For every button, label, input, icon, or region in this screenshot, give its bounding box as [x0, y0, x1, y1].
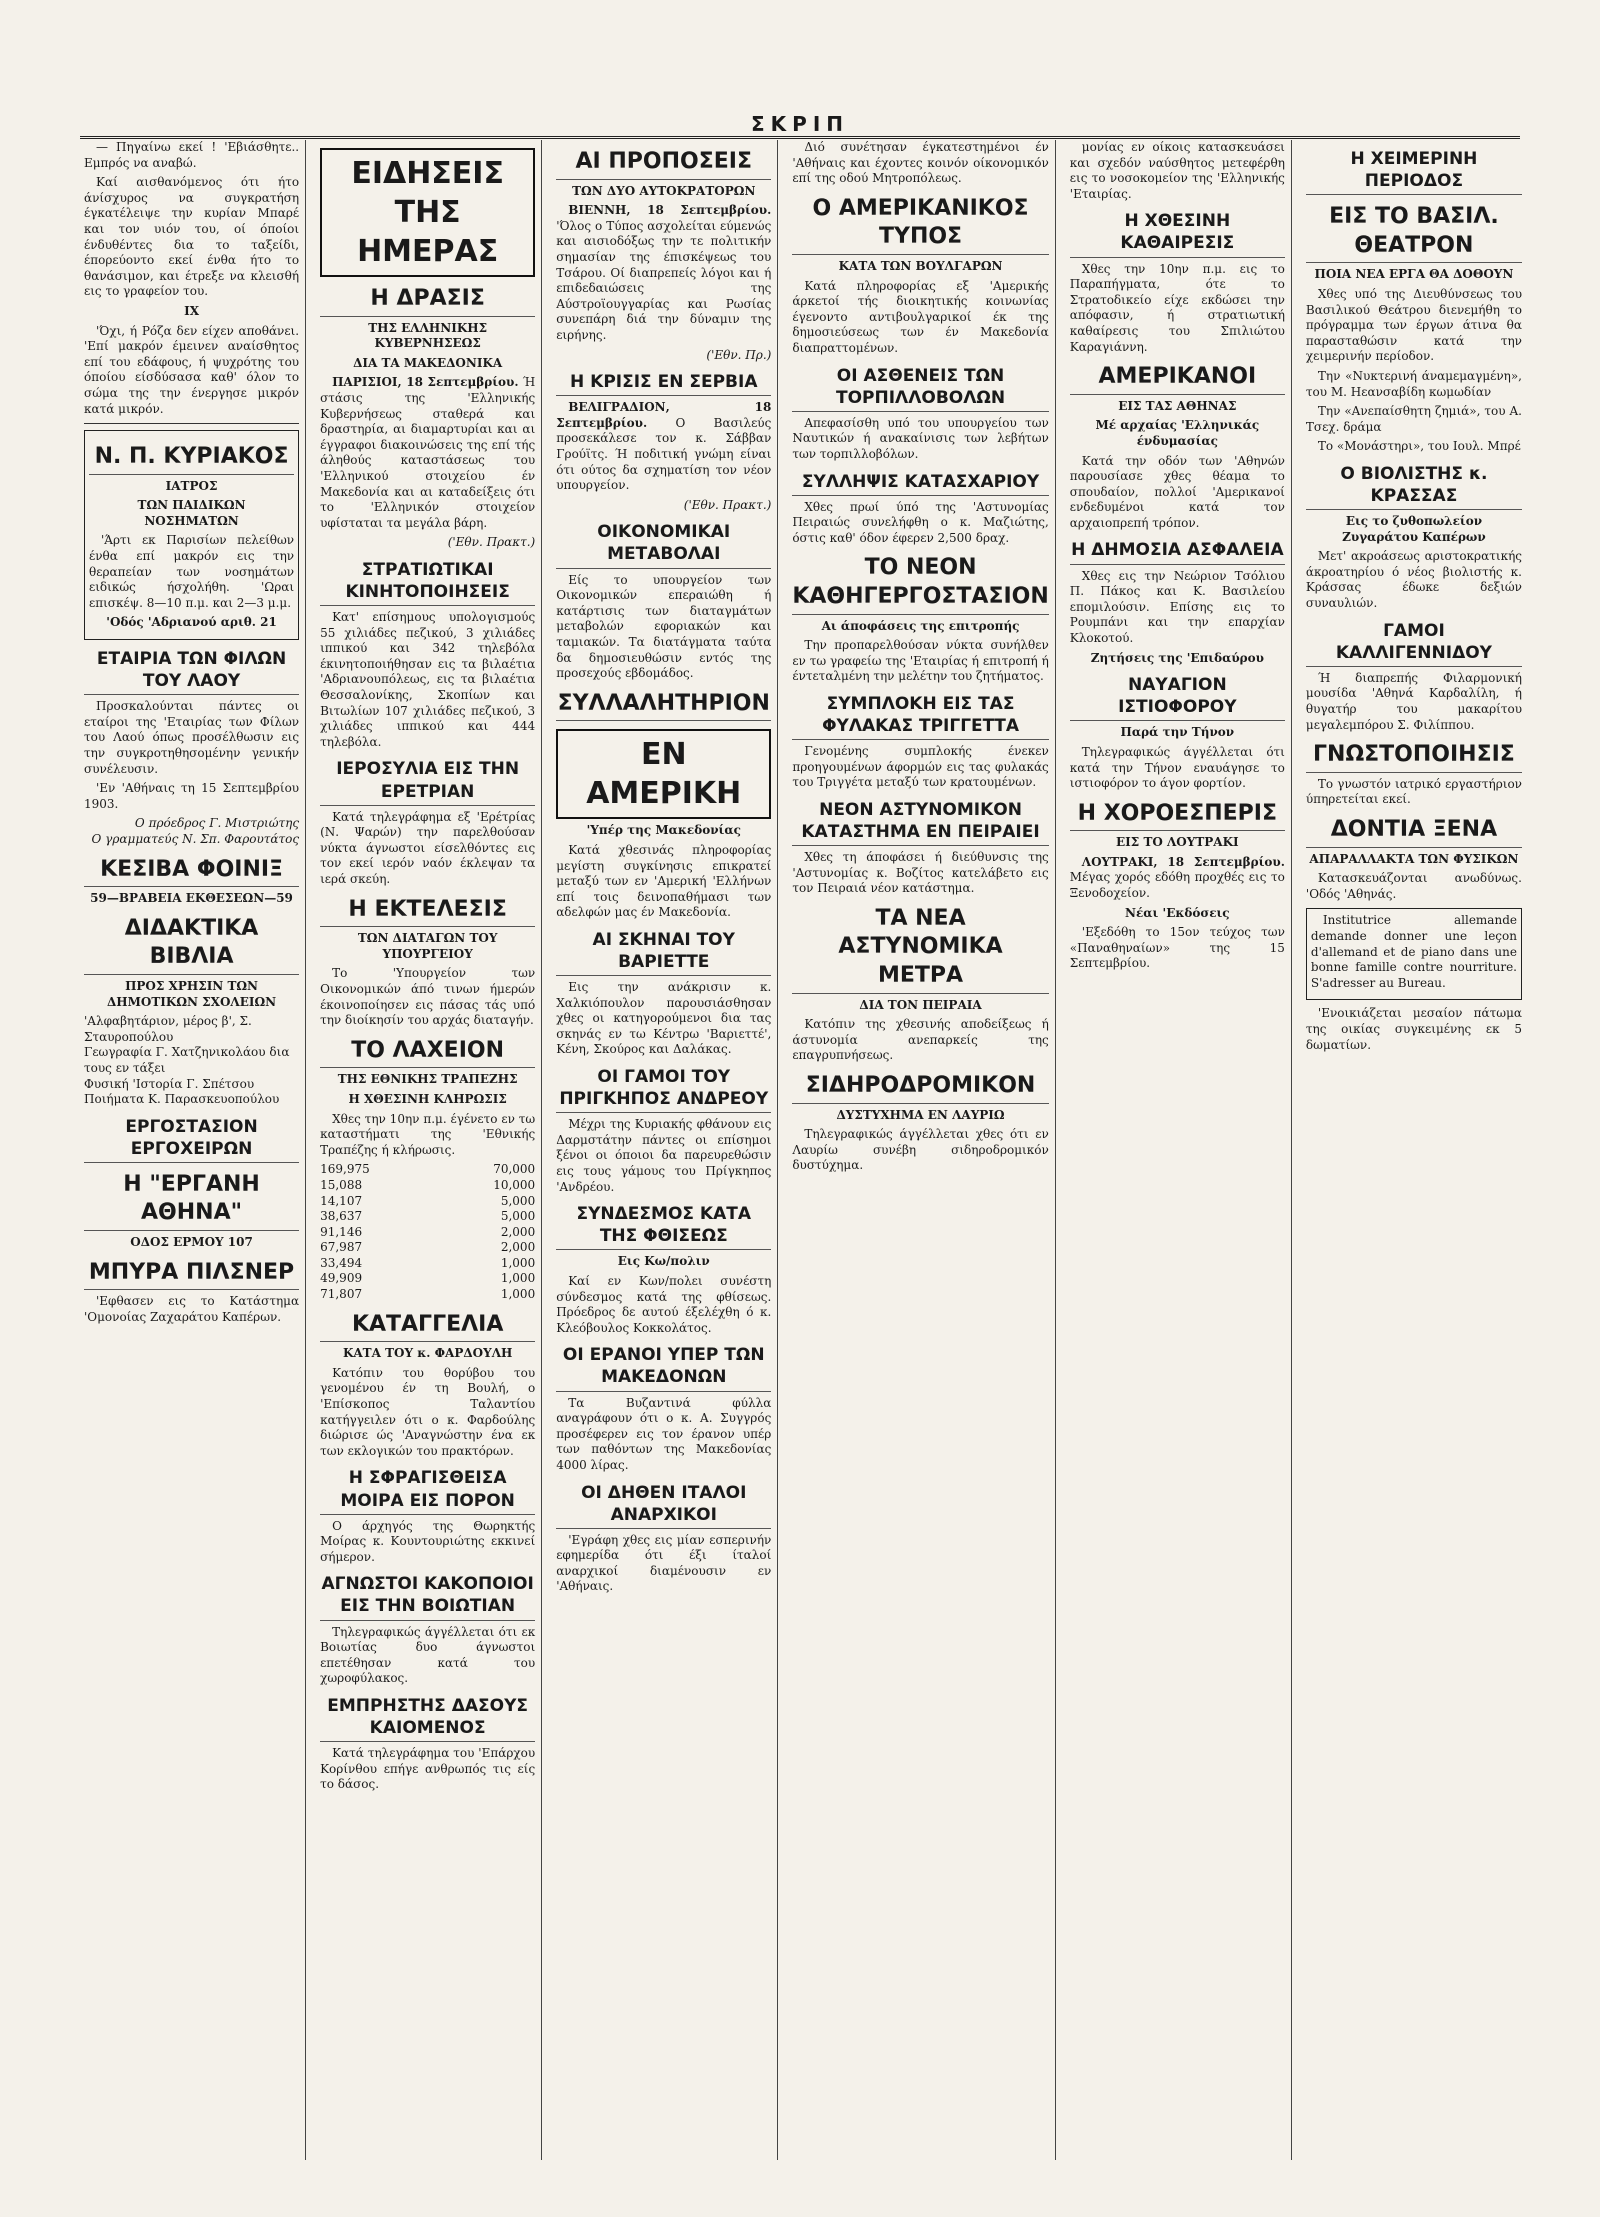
article-text: Την προπαρελθούσαν νύκτα συνήλθεν εν τω γραφείω της 'Εταιρίας ή επιτροπή ή έντεταλμένη την μελέτην του ζητήματος. [792, 638, 1049, 684]
workshop-address: ΟΔΟΣ ΕΡΜΟΥ 107 [130, 1235, 253, 1250]
article-text: Κατόπιν της χθεσινής αποδείξεως ή άστυνομία ανεπαρκείς της επαγρυπνήσεως. [792, 1017, 1049, 1063]
article-text: Καί εν Κων/πολει συνέστη σύνδεσμος κατά της φθίσεως. Πρόεδρος δε αυτού έξελέχθη ό κ. Κλεόβουλος Κοκκολάτος. [556, 1273, 772, 1335]
headline-lottery: ΤΟ ΛΑΧΕΙΟΝ [320, 1037, 535, 1069]
headline-shipwreck: ΝΑΥΑΓΙΟΝ ΙΣΤΙΟΦΟΡΟΥ [1070, 674, 1285, 721]
headline-public-safety: Η ΔΗΜΟΣΙΑ ΑΣΦΑΛΕΙΑ [1070, 539, 1285, 564]
article-text: 'Όλος ο Τύπος ασχολείται εύμενώς και αισιοδόξως την τε πολιτικήν σημασίαν της έπισκέψεως του Τσάρου. Οί διαπρεπείς λόγοι και ή επιδεδαιώσεις της Αύστροϊουγγαρίας και Ρωσίας συνεπάρη διά την δύναμιν της ειρήνης. [556, 218, 772, 342]
headline-tuberculosis-sub: Εις Κω/πολιν [617, 1254, 710, 1269]
lottery-number: 91,146 [320, 1224, 363, 1239]
society-president: Ο πρόεδρος Γ. Μιστριώτης [134, 816, 300, 831]
headline-ball: Η ΧΟΡΟΕΣΠΕΡΙΣ [1070, 800, 1285, 832]
headline-complaint-sub: ΚΑΤΑ ΤΟΥ κ. ΦΑΡΔΟΥΛΗ [342, 1346, 513, 1361]
headline-winter-sub: ΕΙΣ ΤΟ ΒΑΣΙΛ. ΘΕΑΤΡΟΝ [1306, 203, 1522, 263]
serial-story: Καί αισθανόμενος ότι ήτο άνίσχυρος να συγκρατήση έγκατέλειψε την κυρίαν Μπαρέ και τον υιόν του, οί όποίοι ένδυθέντες δια το ταξείδι, έπορεύοντο εκεί ένθα ήτο το θανάσιμον, και έτρεξε να κλεισθή εις το γραφείον του. [84, 175, 300, 299]
article-text: Κατά τηλεγράφημα εξ 'Ερέτρίας (Ν. Ψαρών) την παρελθούσαν νύκτα άγνωστοι είσελθόντες εις τον εκεί ιερόν ναόν έκλεψαν τα ιερά σκεύη. [320, 809, 536, 886]
play-item: Την «Νυκτερινή άναμεμαγμένη», του Μ. Ηεανσαβίδη κωμωδίαν [1305, 368, 1522, 399]
article-text: μονίας εν οίκοις κατασκευάσει και σχεδόν ναύσθητος μετεφέρθη εις το νοσοκομείον της 'Ελληνικής 'Εταιρίας. [1069, 140, 1285, 201]
headline-factory-sub: Αι άποφάσεις της επιτροπής [821, 618, 1020, 633]
headline-rally: ΣΥΛΛΑΛΗΤΗΡΙΟΝ [556, 690, 771, 722]
lottery-prize: 10,000 [493, 1177, 536, 1192]
article-text: Τηλεγραφικώς άγγέλλεται ότι κατά την Τήνον εναυάγησε το ιστιοφόρον το άγον φορτίον. [1069, 744, 1285, 791]
french-notice-text: Institutrice allemande demande donner une leçon d'allemand et de piano dans une bonne famille contre nourriture. S'adresser au Bureau. [1310, 913, 1517, 990]
lottery-row [320, 1287, 535, 1303]
lottery-row [320, 1256, 535, 1272]
headline-teeth-sub: ΑΠΑΡΑΛΛΑΚΤΑ ΤΩΝ ΦΥΣΙΚΩΝ [1309, 851, 1519, 866]
headline-rally-sub2: 'Υπέρ της Μακεδονίας [586, 823, 741, 838]
headline-winter-sub2: ΠΟΙΑ ΝΕΑ ΕΡΓΑ ΘΑ ΔΟΘΟΥΝ [1314, 267, 1514, 282]
headline-boeotia: ΑΓΝΩΣΤΟΙ ΚΑΚΟΠΟΙΟΙ ΕΙΣ ΤΗΝ ΒΟΙΩΤΙΑΝ [320, 1573, 535, 1620]
headline-american-press-sub: ΚΑΤΑ ΤΩΝ ΒΟΥΛΓΑΡΩΝ [838, 258, 1003, 273]
article-text: Μετ' ακροάσεως αριστοκρατικής άκροατηρίου ό νέος βιολιστής κ. Κράσσας έδωκε δεξιών συναυλιών. [1305, 549, 1522, 611]
headline-economic: ΟΙΚΟΝΟΜΙΚΑΙ ΜΕΤΑΒΟΛΑΙ [556, 521, 771, 568]
headline-americans-sub: ΕΙΣ ΤΑΣ ΑΘΗΝΑΣ [1118, 398, 1237, 413]
lottery-row [320, 1225, 535, 1241]
lottery-row [320, 1162, 535, 1178]
headline-execution: Η ΕΚΤΕΛΕΣΙΣ [320, 896, 535, 928]
lottery-number: 14,107 [320, 1193, 363, 1208]
headline-complaint: ΚΑΤΑΓΓΕΛΙΑ [320, 1311, 535, 1343]
article-text: Μέχρι της Κυριακής φθάνουν εις Δαρμστάτην πάντες οι επίσημοι ξένοι οι όποιοι δα παρευρεθώσιν εις τους γάμους του Πρίγκηπος 'Ανδρέου. [556, 1117, 772, 1194]
beer-title: ΜΠΥΡΑ ΠΙΛΣΝΕΡ [84, 1259, 299, 1291]
column-1 [80, 140, 306, 2160]
article-text: 'Εγράφη χθες εις μίαν εσπερινήν εφημερίδα ότι έξι ίταλοί αναρχικοί διαμένουσιν εν 'Αθήναις. [556, 1532, 772, 1594]
article-text: Τα Βυζαντινά φύλλα αναγράφουν ότι ο κ. Α. Συγγρός προσέφερεν εις τον έρανον υπέρ των παθόντων της Μακεδονίας 4000 λίρας. [556, 1395, 772, 1472]
doctor-specialty: ΤΩΝ ΠΑΙΔΙΚΩΝ ΝΟΣΗΜΑΤΩΝ [137, 498, 246, 528]
society-secretary: Ο γραμματεύς Ν. Σπ. Φαρουτάτος [91, 831, 300, 846]
doctor-title: ΙΑΤΡΟΣ [165, 478, 218, 493]
headline-public-safety-sub: Ζητήσεις της 'Επιδαύρου [1090, 650, 1264, 665]
article-text: Ή διαπρεπής Φιλαρμονική μουσίδα 'Αθηνά Καρδαλίλη, ή θυγατήρ του μακαρίτου μεγαλεμπόρου Σ. Φιλίππου. [1305, 670, 1522, 732]
article-text: Διό συνέτησαν έγκατεστημένοι έν 'Αθήναις και έχοντες κοινόν οίκονομικόν επί της οδού Μητροπόλεως. [792, 140, 1049, 186]
headline-teeth: ΔΟΝΤΙΑ ΞΕΝΑ [1306, 816, 1522, 848]
dateline: ΠΑΡΙΣΙΟΙ, 18 Σεπτεμβρίου. [332, 375, 519, 390]
headline-fundraising: ΟΙ ΕΡΑΝΟΙ ΥΠΕΡ ΤΩΝ ΜΑΚΕΔΟΝΩΝ [556, 1344, 771, 1391]
lottery-number: 33,494 [320, 1255, 363, 1270]
headline-fleet: Η ΣΦΡΑΓΙΣΘΕΙΣΑ ΜΟΙΡΑ ΕΙΣ ΠΟΡΟΝ [320, 1467, 535, 1514]
source: ('Εθν. Πρακτ.) [447, 535, 536, 550]
book-item: Γεωγραφία Γ. Χατζηνικολάου δια τους εν τάξει [84, 1045, 290, 1075]
article-text: Το γνωστόν ιατρικό εργαστήριον ύπηρετείται εκεί. [1305, 776, 1522, 807]
headline-arsonist: ΕΜΠΡΗΣΤΗΣ ΔΑΣΟΥΣ ΚΑΙΟΜΕΝΟΣ [320, 1695, 535, 1742]
serial-intro: — Πηγαίνω εκεί ! 'Εβιάσθητε.. Εμπρός να αναβώ. [84, 140, 300, 170]
article-text: Τηλεγραφικώς άγγέλλεται χθες ότι εν Λαυρίω συνέβη σιδηροδρομικόν δυστύχημα. [792, 1127, 1049, 1173]
lottery-number: 67,987 [320, 1240, 363, 1255]
headline-railway-sub: ΔΥΣΤΥΧΗΜΑ ΕΝ ΛΑΥΡΙΩ [836, 1107, 1005, 1122]
article-text: Κατόπιν του θορύβου του γενομένου έν τη Βουλή, ο 'Επίσκοπος Ταλαντίου κατήγγειλεν ότι ο κ. Φαρδούλης διώρισε ώς 'Αναγνώστην ένα εκ των εκλογικών του πρακτόρων. [320, 1365, 536, 1458]
article-text: Απεφασίσθη υπό του υπουργείου των Ναυτικών ή ανακαίνισις των λεβήτων των τορπιλλοβόλων. [792, 415, 1049, 461]
dateline: ΛΟΥΤΡΑΚΙ, 18 Σεπτεμβρίου. [1081, 854, 1285, 869]
headline-americans-sub2: Μέ αρχαίας 'Ελληνικάς ένδυμασίας [1095, 418, 1260, 448]
society-date: 'Εν 'Αθήναις τη 15 Σεπτεμβρίου 1903. [84, 781, 300, 811]
headline-drasis: Η ΔΡΑΣΙΣ [320, 285, 535, 317]
headline-drasis-sub2: ΔΙΑ ΤΑ ΜΑΚΕΔΟΝΙΚΑ [353, 355, 503, 370]
article-text: Κατά πληροφορίας εξ 'Αμερικής άρκετοί τής διοικητικής κοινωνίας έγενοντο αντιβουλγαρικοί έκ της δημοσιεύσεως των έν Μακεδονία διαπραττομένων. [792, 278, 1049, 355]
article-text: Μέγας χορός εδόθη προχθές εις το Ξενοδοχείον. [1069, 870, 1285, 901]
headline-ball-sub: ΕΙΣ ΤΟ ΛΟΥΤΡΑΚΙ [1116, 835, 1239, 850]
headline-variete: ΑΙ ΣΚΗΝΑΙ ΤΟΥ ΒΑΡΙΕΤΤΕ [556, 929, 771, 976]
books-title: ΔΙΔΑΚΤΙΚΑ ΒΙΒΛΙΑ [84, 915, 299, 975]
headline-winter: Η ΧΕΙΜΕΡΙΝΗ ΠΕΡΙΟΔΟΣ [1306, 148, 1522, 195]
article-text: Κατά χθεσινάς πληροφορίας μεγίστη συγκίνησις επικρατεί μεταξύ των εν 'Αμερική 'Ελλήνων επί τοις δεινοπαθήμασι των αδελφών μας έν Μακεδονία. [556, 842, 772, 920]
article-text: Το 'Υπουργείον των Οικονομικών άπό τινων ήμερών έκοινοποίησεν εις πάσας τάς υπό την διοίκησίν του αρχάς διαταγήν. [320, 966, 536, 1028]
french-notice [1306, 908, 1522, 1000]
article-text: Χθες την 10ην π.μ. έγένετο εν τω καταστήματι της 'Εθνικής Τραπέζης ή κλήρωσις. [320, 1111, 536, 1157]
lottery-prize: 5,000 [500, 1193, 536, 1208]
headline-police-measures-sub: ΔΙΑ ΤΟΝ ΠΕΙΡΑΙΑ [859, 997, 982, 1012]
lottery-number: 38,637 [320, 1209, 363, 1224]
article-text: Είς το υπουργείον των Οικονομικών επεραιώθη ή κατάρτισις των διαταγμάτων μεταβολών εφοριακών και ταμιακών. Τα διατάγματα ταύτα δα δημοσιευθώσιν εντός της προσεχούς εβδομάδος. [556, 572, 772, 681]
headline-shipwreck-sub: Παρά την Τήνον [1120, 725, 1235, 740]
phoenix-text: 59—ΒΡΑΒΕΙΑ ΕΚΘΕΣΕΩΝ—59 [90, 891, 293, 906]
doctor-address: 'Οδός 'Αδριανού αριθ. 21 [106, 615, 277, 630]
article-text: Χθες πρωί ύπό της 'Αστυνομίας Πειραιώς συνελήφθη ο κ. Μαζιώτης, όστις καθ' όδον έφερεν 2,500 δραχ. [792, 499, 1049, 545]
article-text: Ο Βασιλεύς προσεκάλεσε τον κ. Σάββαν Γρούϊτς. Ή ποδιτική γνώμη είναι ότι ούτος δα σχηματίση τον νέον υπουργείον. [556, 415, 772, 493]
lottery-number: 71,807 [320, 1287, 363, 1302]
serial-section: IX [184, 303, 200, 318]
newspaper-page [80, 140, 1528, 2160]
lottery-prize: 1,000 [500, 1271, 536, 1286]
headline-wedding: ΟΙ ΓΑΜΟΙ ΤΟΥ ΠΡΙΓΚΗΠΟΣ ΑΝΔΡΕΟΥ [556, 1066, 771, 1113]
headline-arrest: ΣΥΛΛΗΨΙΣ ΚΑΤΑΣΧΑΡΙΟΥ [792, 471, 1048, 496]
lottery-row [320, 1240, 535, 1256]
divider [84, 423, 299, 424]
headline-wedding-kallig: ΓΑΜΟΙ ΚΑΛΛΙΓΕΝΝΙΔΟΥ [1306, 620, 1522, 667]
article-text: Χθες υπό της Διευθύνσεως του Βασιλικού Θεάτρου διενεμήθη το πρόγραμμα των έργων άτινα θα παρασταθώσιν κατά την χειμερινήν περίοδον. [1305, 286, 1522, 364]
article-text: Κατά την οδόν των 'Αθηνών παρουσίασε χθες θέαμα το σπουδαίον, πολλοί 'Αμερικανοί ενδεδυμένοι κατά τον αρχαιοπρεπή τρόπον. [1069, 453, 1285, 530]
source: ('Εθν. Πρακτ.) [683, 497, 772, 512]
workshop-title: ΕΡΓΟΣΤΑΣΙΟΝ ΕΡΓΟΧΕΙΡΩΝ [84, 1116, 299, 1163]
column-3 [552, 140, 778, 2160]
lottery-number: 49,909 [320, 1271, 363, 1286]
headline-toasts: ΑΙ ΠΡΟΠΟΣΕΙΣ [556, 148, 771, 180]
lottery-prize: 2,000 [500, 1224, 536, 1239]
society-title: ΕΤΑΙΡΙΑ ΤΩΝ ΦΙΛΩΝ ΤΟΥ ΛΑΟΥ [84, 648, 299, 695]
headline-mobilizations: ΣΤΡΑΤΙΩΤΙΚΑΙ ΚΙΝΗΤΟΠΟΙΗΣΕΙΣ [320, 559, 535, 606]
lottery-prize: 2,000 [500, 1240, 536, 1255]
article-text: Χθες εις την Νεώριον Τσόλιου Π. Πάκος και Κ. Βασιλείου επομιλούσιν. Επίσης εις το Ρουμπάνι και την επαρχίαν Κλοκοτού. [1069, 568, 1285, 645]
headline-execution-sub: ΤΩΝ ΔΙΑΤΑΓΩΝ ΤΟΥ ΥΠΟΥΡΓΕΙΟΥ [357, 931, 498, 961]
doctor-text: 'Άρτι εκ Παρισίων πελείθων ένθα επί μακρόν εις την θεραπείαν των νοσημάτων ειδικώς ήσχολήθη. 'Ωραι επισκέψ. 8—10 π.μ. και 2—3 μ.μ. [89, 533, 295, 610]
article-text: Χθες τη άποφάσει ή διεύθυνσις της 'Αστυνομίας κ. Βοζίτος κατελάβετο εις τον Πειραιά νέον κατάστημα. [792, 850, 1049, 896]
headline-eretria: ΙΕΡΟΣΥΛΙΑ ΕΙΣ ΤΗΝ ΕΡΕΤΡΙΑΝ [320, 758, 535, 805]
headline-editions: Νέαι 'Εκδόσεις [1125, 905, 1230, 920]
headline-serbia: Η ΚΡΙΣΙΣ ΕΝ ΣΕΡΒΙΑ [556, 371, 771, 396]
lottery-row [320, 1271, 535, 1287]
headline-americans: ΑΜΕΡΙΚΑΝΟΙ [1070, 363, 1285, 395]
lottery-prize: 1,000 [500, 1287, 536, 1302]
article-text: 'Ενοικιάζεται μεσαίον πάτωμα της οικίας συγκειμένης εκ 5 δωματίων. [1305, 1006, 1522, 1052]
society-text: Προσκαλούνται πάντες οι εταίροι της 'Εταιρίας των Φίλων του Λαού όπως προσέλθωσιν εις την συγκροτηθησομένην γενικήν συνέλευσιν. [84, 699, 300, 776]
lottery-prize: 1,000 [500, 1255, 536, 1270]
dateline: ΒΙΕΝΝΗ, 18 Σεπτεμβρίου. [568, 203, 772, 218]
article-text: Κατ' επίσημους υπολογισμούς 55 χιλιάδες πεζικού, 3 χιλιάδες ιππικού και 342 τηλεβόλα έκινητοποιήθησαν εις τα βιλαέτια 'Αδριανουπόλεως, εις τα βιλαέτια Θεσσαλονίκης, Σκοπίων και Βιτωλίων 107 χιλιάδες πεζικού, 3 χιλιάδες ιππικού και 444 τηλεβόλα. [320, 610, 536, 749]
headline-american-press: Ο ΑΜΕΡΙΚΑΝΙΚΟΣ ΤΥΠΟΣ [792, 195, 1048, 255]
column-5 [1066, 140, 1292, 2160]
masthead: ΣΚΡΙΠ [80, 112, 1520, 139]
workshop-name: Η "ΕΡΓΑΝΗ ΑΘΗΝΑ" [84, 1171, 299, 1231]
headline-lottery-sub2: Η ΧΘΕΣΙΝΗ ΚΛΗΡΩΣΙΣ [348, 1091, 507, 1106]
column-2 [316, 140, 542, 2160]
headline-anarchists: ΟΙ ΔΗΘΕΝ ΙΤΑΛΟΙ ΑΝΑΡΧΙΚΟΙ [556, 1482, 771, 1529]
article-text: Χθες την 10ην π.μ. εις το Παραπήγματα, ότε το Στρατοδικείο είχε εκδώσει την απόφασιν, ή στρατιωτική καθαίρεσις του Σπιλιώτου Καραγιάννη. [1069, 261, 1285, 354]
article-text: 'Εξεδόθη το 15ον τεύχος των «Παναθηναίων» της 15 Σεπτεμβρίου. [1069, 925, 1285, 971]
headline-railway: ΣΙΔΗΡΟΔΡΟΜΙΚΟΝ [792, 1072, 1048, 1104]
article-text: Ο άρχηγός της Θωρηκτής Μοίρας κ. Κουντουριώτης εκκινεί σήμερον. [320, 1518, 536, 1564]
headline-notice: ΓΝΩΣΤΟΠΟΙΗΣΙΣ [1306, 741, 1522, 773]
serial-ix-text: 'Όχι, ή Ρόζα δεν είχεν αποθάνει. 'Επί μακρόν έμεινεν αναίσθητος επί του εδάφους, ή ψυχρότης του όποίου είσδύσασα καθ' όλον το σώμα της την ένεργησε μικρόν κατά μικρόν. [84, 323, 300, 416]
headline-factory: ΤΟ ΝΕΟΝ ΚΑΘΗΓΕΡΓΟΣΤΑΣΙΟΝ [792, 554, 1048, 614]
lottery-row [320, 1209, 535, 1225]
beer-text: 'Εφθασεν εις το Κατάστημα 'Ομονοίας Ζαχαράτου Καπέρων. [84, 1294, 300, 1324]
lottery-row [320, 1194, 535, 1210]
lottery-prize: 5,000 [500, 1209, 536, 1224]
article-text: Ή στάσις της 'Ελληνικής Κυβερνήσεως σταθερά και δραστηρία, αι διαμαρτυρίαι και αι έγγραφοι διακοινώσεις της επί τής άληθούς καταστάσεως του 'Ελληνικού στοιχείου έν Μακεδονία και αι καταδείξεις ότι το 'Ελληνικόν στοιχείον υφίσταται τα μεγάλα βάρη. [320, 375, 536, 530]
book-item: Φυσική 'Ιστορία Γ. Σπέτσου [84, 1076, 255, 1091]
headline-rally-sub: ΕΝ ΑΜΕΡΙΚΗ [556, 729, 771, 819]
source: ('Εθν. Πρ.) [706, 347, 772, 362]
article-text: Εις την ανάκρισιν κ. Χαλκιόπουλον παρουσιάσθησαν χθες οι κατηγορούμενοι δια τας σκηνάς εν τω Κέντρω 'Βαριεττέ', Κένη, Σκούρος και Δαλάκας. [556, 980, 772, 1057]
article-text: Κατά τηλεγράφημα του 'Επάρχου Κορίνθου επήγε ανθρωπός τις είς το δάσος. [320, 1746, 536, 1792]
headline-prison-fight: ΣΥΜΠΛΟΚΗ ΕΙΣ ΤΑΣ ΦΥΛΑΚΑΣ ΤΡΙΓΓΕΤΤΑ [792, 693, 1048, 740]
play-item: Το «Μονάστηρι», του Ιουλ. Μπρέ [1317, 439, 1521, 454]
books-subtitle: ΠΡΟΣ ΧΡΗΣΙΝ ΤΩΝ ΔΗΜΟΤΙΚΩΝ ΣΧΟΛΕΙΩΝ [106, 978, 277, 1009]
column-4 [788, 140, 1055, 2160]
article-text: Γενομένης συμπλοκής ένεκεν προηγουμένων άφορμών εις τας φυλακάς του Τριγγέτα μεταξύ των κρατουμένων. [792, 744, 1049, 790]
lottery-number: 169,975 [320, 1162, 370, 1177]
lottery-row [320, 1178, 535, 1194]
headline-police-measures: ΤΑ ΝΕΑ ΑΣΤΥΝΟΜΙΚΑ ΜΕΤΡΑ [792, 905, 1048, 994]
doctor-name: Ν. Π. ΚΥΡΙΑΚΟΣ [89, 443, 294, 475]
book-item: 'Αλφαβητάριον, μέρος β', Σ. Σταυροπούλου [84, 1014, 252, 1044]
headline-torpedo: ΟΙ ΑΣΘΕΝΕΙΣ ΤΩΝ ΤΟΡΠΙΛΛΟΒΟΛΩΝ [792, 365, 1048, 412]
headline-violinist: Ο ΒΙΟΛΙΣΤΗΣ κ. ΚΡΑΣΣΑΣ [1306, 463, 1522, 510]
dateline: ΒΕΛΙΓΡΑΔΙΟΝ, 18 Σεπτεμβρίου. [556, 400, 772, 430]
headline-police-station: ΝΕΟΝ ΑΣΤΥΝΟΜΙΚΟΝ ΚΑΤΑΣΤΗΜΑ ΕΝ ΠΕΙΡΑΙΕΙ [792, 799, 1048, 846]
headline-toasts-sub: ΤΩΝ ΔΥΟ ΑΥΤΟΚΡΑΤΟΡΩΝ [572, 183, 756, 198]
lottery-number: 15,088 [320, 1177, 363, 1192]
article-text: Τηλεγραφικώς άγγέλλεται ότι εκ Βοιωτίας δυο άγνωστοι επετέθησαν κατά του χωροφύλακος. [320, 1624, 536, 1686]
book-item: Ποιήματα Κ. Παρασκευοπούλου [84, 1092, 280, 1107]
headline-violinist-sub: Εις το ζυθοπωλείον Ζυγαράτου Καπέρων [1342, 514, 1486, 544]
play-item: Την «Ανεπαίσθητη ζημιά», του Α. Τσεχ. δράμα [1305, 404, 1522, 434]
lottery-prize: 70,000 [493, 1162, 536, 1177]
phoenix-title: ΚΕΣΙΒΑ ΦΟΙΝΙΞ [84, 856, 299, 888]
doctor-ad [84, 430, 299, 640]
article-text: Κατασκευάζονται ανωδύνως. 'Οδός 'Αθηνάς. [1305, 871, 1522, 901]
page-title: ΕΙΔΗΣΕΙΣ ΤΗΣ ΗΜΕΡΑΣ [320, 148, 535, 277]
headline-degradation: Η ΧΘΕΣΙΝΗ ΚΑΘΑΙΡΕΣΙΣ [1070, 210, 1285, 257]
headline-drasis-sub: ΤΗΣ ΕΛΛΗΝΙΚΗΣ ΚΥΒΕΡΝΗΣΕΩΣ [368, 320, 488, 351]
column-6 [1302, 140, 1528, 2160]
headline-tuberculosis: ΣΥΝΔΕΣΜΟΣ ΚΑΤΑ ΤΗΣ ΦΘΙΣΕΩΣ [556, 1203, 771, 1250]
lottery-table [320, 1162, 535, 1302]
headline-lottery-sub: ΤΗΣ ΕΘΝΙΚΗΣ ΤΡΑΠΕΖΗΣ [337, 1072, 518, 1087]
